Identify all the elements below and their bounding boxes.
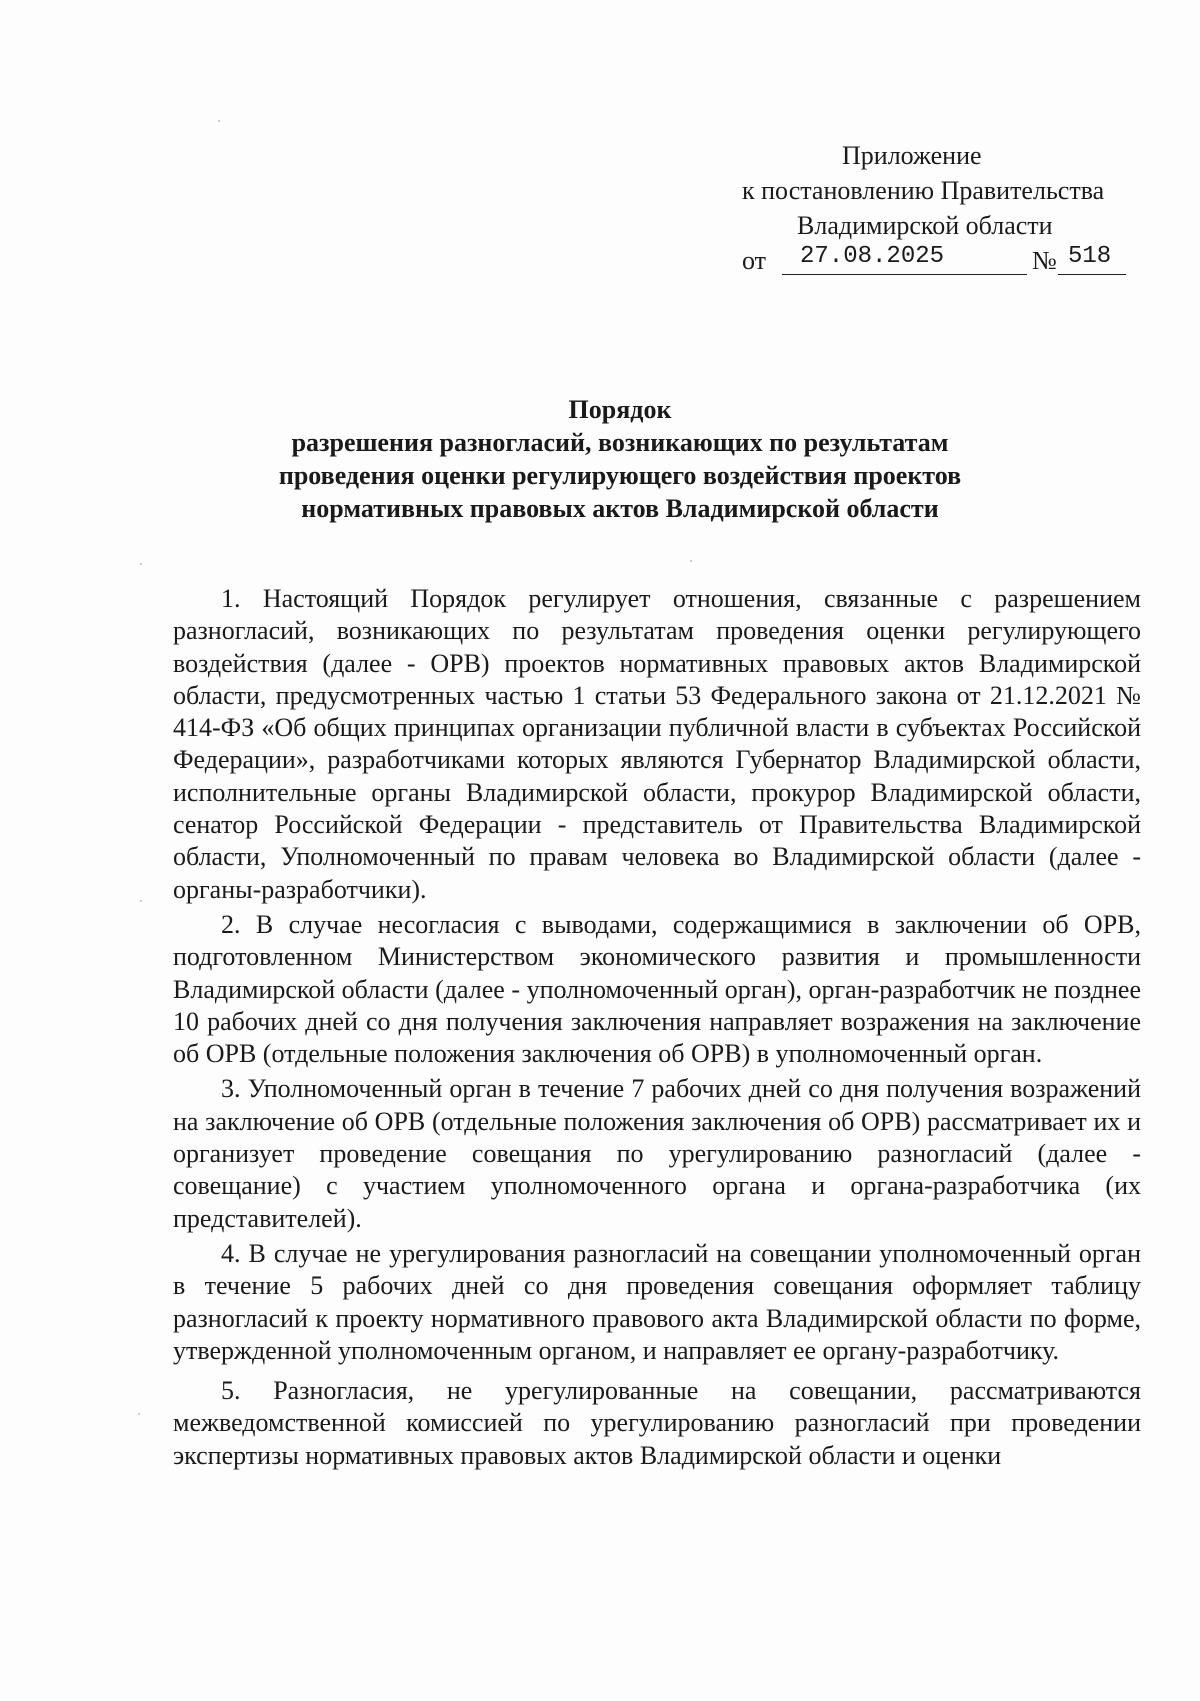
appendix-resolution: к постановлению Правительства [742,176,1105,205]
paragraph-4: 4. В случае не урегулирования разногласий на совещании уполномоченный орган в течение 5 рабочих дней со дня проведения совещания оформляет таблицу разногласий к проекту нормативного правового акта Владимирской области по форме, утвержденной уполномоченным органом, и направляет ее органу-разработчику. [173,1238,1141,1365]
title-line-2: разрешения разногласий, возникающих по результатам [291,428,949,457]
date-prefix: от [742,246,767,275]
appendix-date-line [742,243,1142,279]
scan-speck [140,900,142,902]
scan-speck [140,563,142,565]
scan-speck [218,120,220,122]
document-title [200,393,1040,525]
document-body [173,583,1141,1475]
paragraph-3: 3. Уполномоченный орган в течение 7 рабочих дней со дня получения возражений на заключение об ОРВ (отдельные положения заключения об ОРВ) рассматривает их и организует проведение совещания по урегулированию разногласий (далее - совещание) с участием уполномоченного органа и органа-разработчика (их представителей). [173,1074,1141,1233]
paragraph-1: 1. Настоящий Порядок регулирует отношения, связанные с разрешением разногласий, возникающих по результатам проведения оценки регулирующего воздействия (далее - ОРВ) проектов нормативных правовых актов Владимирской области, предусмотренных частью 1 статьи 53 Федерального закона от 21.12.2021 № 414-ФЗ «Об общих принципах организации публичной власти в субъектах Российской Федерации», разработчиками которых являются Губернатор Владимирской области, исполнительные органы Владимирской области, прокурор Владимирской области, сенатор Российской Федерации - представитель от Правительства Владимирской области, Уполномоченный по правам человека во Владимирской области (далее - органы-разработчики). [173,584,1141,904]
scan-speck [690,560,692,562]
title-line-1: Порядок [568,395,672,424]
paragraph-5: 5. Разногласия, не урегулированные на совещании, рассматриваются межведомственной комиссией по урегулированию разногласий при проведении экспертизы нормативных правовых актов Владимирской области и оценки [173,1376,1141,1470]
number-sign: № [1032,246,1057,275]
scan-speck [138,1413,140,1415]
appendix-label: Приложение [842,141,982,170]
title-line-3: проведения оценки регулирующего воздействия проектов [278,461,962,490]
resolution-number: 518 [1058,241,1126,275]
title-line-4: нормативных правовых актов Владимирской области [301,494,939,523]
resolution-date: 27.08.2025 [782,241,1027,275]
appendix-header [742,138,1142,279]
paragraph-2: 2. В случае несогласия с выводами, содержащимися в заключении об ОРВ, подготовленном Министерством экономического развития и промышленности Владимирской области (далее - уполномоченный орган), орган-разработчик не позднее 10 рабочих дней со дня получения заключения направляет возражения на заключение об ОРВ (отдельные положения заключения об ОРВ) в уполномоченный орган. [173,909,1141,1069]
appendix-region: Владимирской области [797,211,1053,240]
